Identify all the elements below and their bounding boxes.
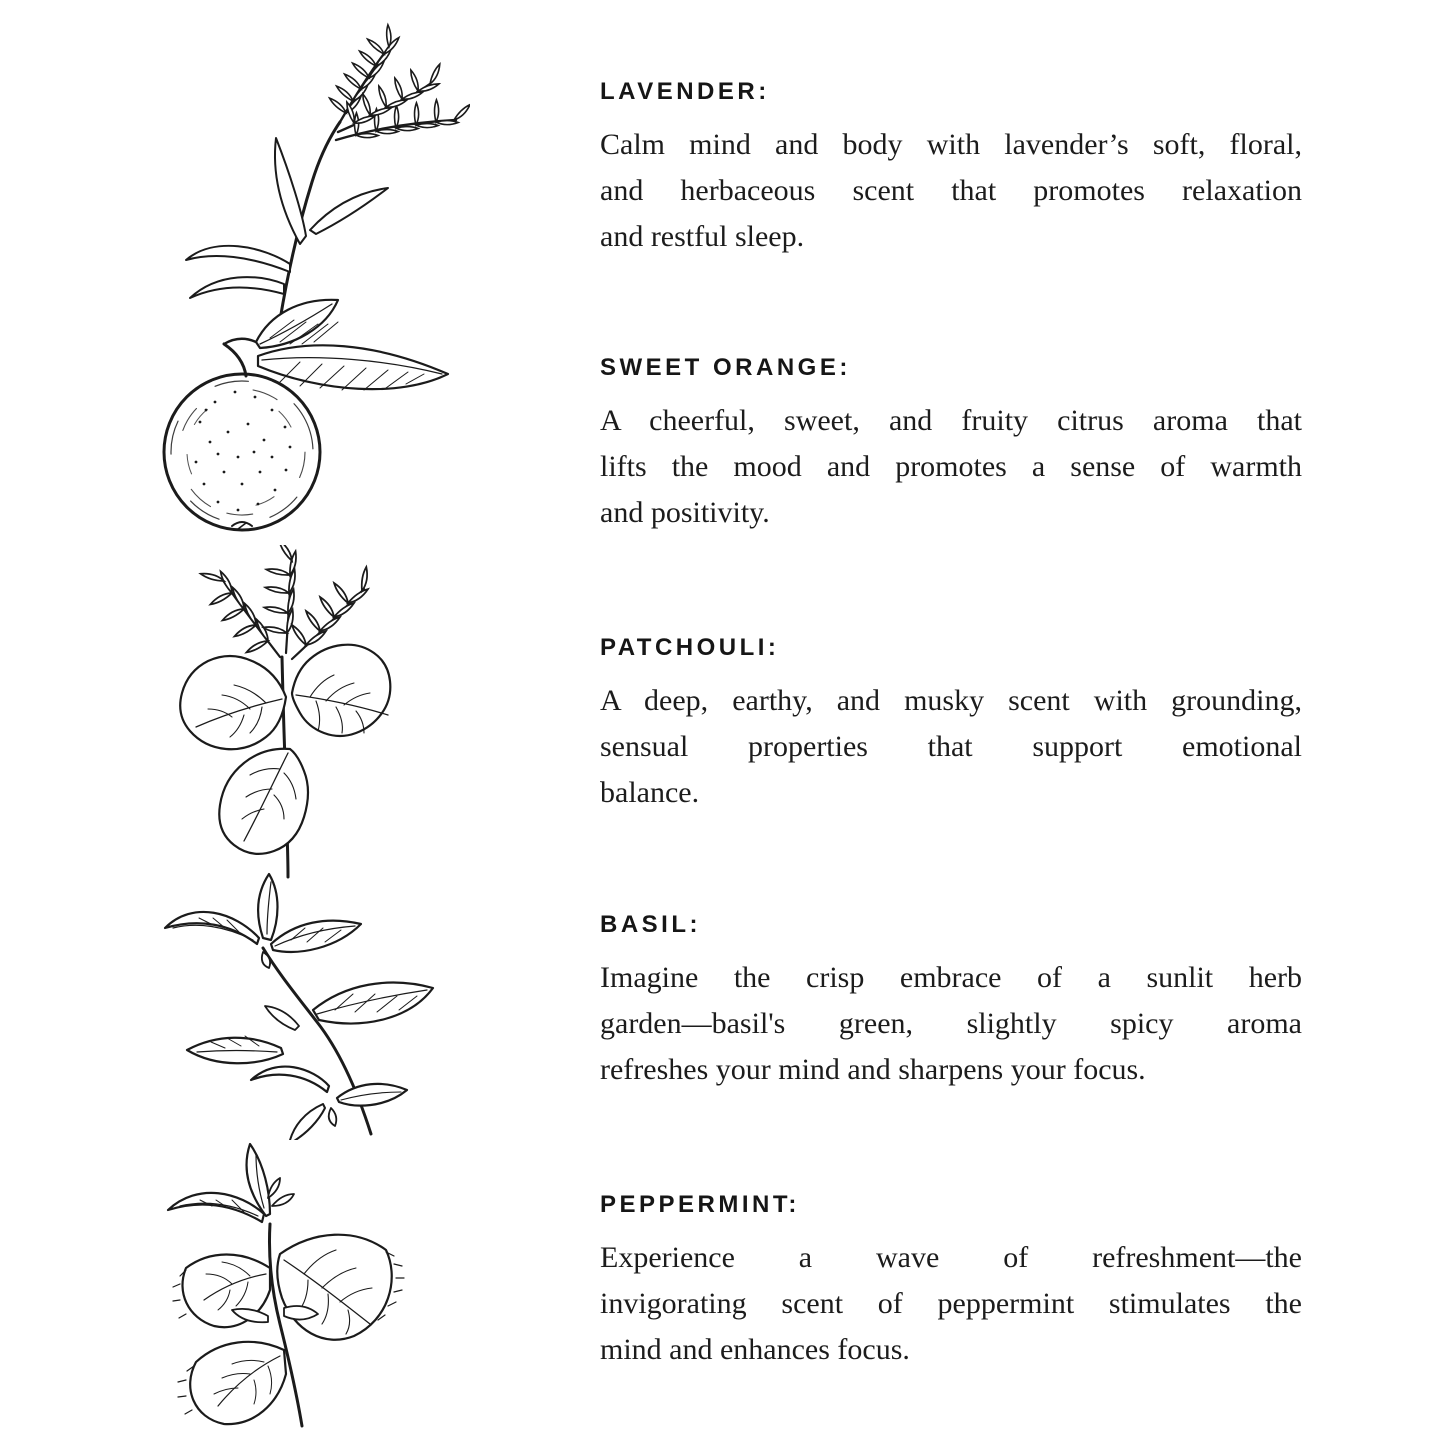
- section-heading: PATCHOULI:: [600, 634, 780, 661]
- section-description-line: lifts the mood and promotes a sense of warmth: [600, 450, 1302, 483]
- section-description-line: and restful sleep.: [600, 220, 805, 253]
- section-heading: BASIL:: [600, 911, 701, 938]
- scent-section-peppermint: [600, 1191, 1302, 1373]
- basil-sprig-icon: [135, 872, 455, 1140]
- section-description-line: refreshes your mind and sharpens your focus.: [600, 1053, 1146, 1086]
- orange-fruit-icon: [160, 292, 490, 537]
- section-description-line: sensual properties that support emotional: [600, 730, 1302, 763]
- basil-illustration: [135, 872, 455, 1140]
- section-heading: PEPPERMINT:: [600, 1191, 800, 1218]
- scent-section-sweet-orange: [600, 354, 1302, 536]
- section-description-line: Experience a wave of refreshment—the: [600, 1241, 1302, 1274]
- patchouli-flower-spikes: [201, 545, 377, 655]
- section-heading: LAVENDER:: [600, 78, 770, 105]
- lavender-illustration: [130, 22, 470, 322]
- scent-section-basil: [600, 911, 1302, 1093]
- section-heading: SWEET ORANGE:: [600, 354, 851, 381]
- scent-section-patchouli: [600, 634, 1302, 816]
- section-description-line: and herbaceous scent that promotes relaxation: [600, 174, 1302, 207]
- patchouli-illustration: [140, 545, 440, 880]
- section-description-line: and positivity.: [600, 496, 770, 529]
- section-description-line: Calm mind and body with lavender’s soft, floral,: [600, 128, 1302, 161]
- section-description-line: A cheerful, sweet, and fruity citrus aroma that: [600, 404, 1302, 437]
- patchouli-plant-icon: [140, 545, 440, 880]
- section-description-line: Imagine the crisp embrace of a sunlit herb: [600, 961, 1302, 994]
- peppermint-sprig-icon: [128, 1128, 428, 1430]
- section-description-line: invigorating scent of peppermint stimulates the: [600, 1287, 1302, 1320]
- section-description-line: balance.: [600, 776, 700, 809]
- scent-section-lavender: [600, 78, 1302, 260]
- lavender-sprig-icon: [130, 22, 470, 322]
- section-description-line: A deep, earthy, and musky scent with grounding,: [600, 684, 1302, 717]
- section-description-line: garden—basil's green, slightly spicy aroma: [600, 1007, 1302, 1040]
- sweet-orange-illustration: [160, 292, 490, 537]
- section-description-line: mind and enhances focus.: [600, 1333, 910, 1366]
- peppermint-illustration: [128, 1128, 428, 1430]
